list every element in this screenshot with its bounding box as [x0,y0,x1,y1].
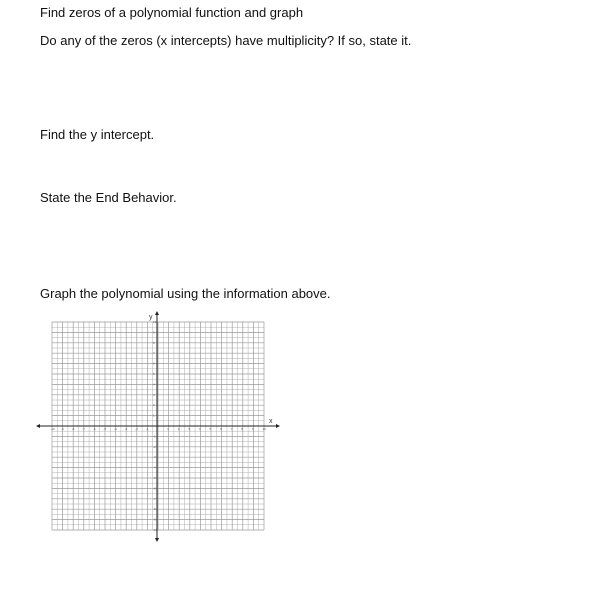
x-tick-label: 1 [167,427,169,431]
y-tick-label: -2 [153,444,156,449]
x-axis-arrow-left [36,424,40,428]
y-tick-label: 10 [153,320,157,324]
y-tick-label: 7 [153,351,155,356]
y-tick-label: -1 [153,434,156,439]
x-tick-label: 3 [188,427,190,431]
y-tick-label: -3 [153,455,156,460]
x-tick-label: 7 [230,427,233,431]
coordinate-grid-svg [34,310,288,544]
y-tick-label: 3 [153,392,155,397]
x-tick-label: -7 [82,427,85,431]
x-tick-label: 2 [177,427,180,431]
y-tick-label: -8 [153,507,156,512]
y-tick-label: -10 [153,528,158,532]
x-tick-label: -3 [124,427,128,431]
question-graph: Graph the polynomial using the information above. [40,286,331,301]
y-axis-label: y [149,314,153,321]
x-tick-label: 5 [209,427,212,431]
y-tick-label: -9 [153,517,156,522]
x-tick-label: -4 [114,427,117,431]
y-tick-label: -6 [153,486,156,491]
x-tick-label: -5 [103,427,107,431]
x-tick-label: 8 [241,427,243,431]
y-tick-label: 8 [153,340,155,345]
y-tick-label: -5 [153,476,156,480]
question-y-intercept: Find the y intercept. [40,127,155,142]
x-tick-label: -9 [61,427,64,431]
y-tick-label: 1 [153,413,155,418]
x-tick-label: -10 [50,427,55,431]
coordinate-grid [34,310,288,544]
y-tick-label: 9 [153,330,155,335]
y-tick-label: -4 [153,465,156,470]
y-axis-arrow-down [155,538,159,542]
question-multiplicity: Do any of the zeros (x intercepts) have multiplicity? If so, state it. [40,33,412,48]
x-tick-label: 10 [262,427,266,431]
question-end-behavior: State the End Behavior. [40,190,177,205]
y-tick-label: 6 [153,361,155,366]
y-tick-label: 2 [153,403,155,408]
y-tick-label: 5 [153,372,155,376]
x-tick-label: -6 [92,427,96,431]
x-tick-label: 6 [220,427,222,431]
x-axis-label: x [269,418,273,425]
x-tick-label: 4 [198,427,201,431]
x-tick-label: 9 [251,427,254,431]
worksheet-title: Find zeros of a polynomial function and graph [40,5,304,20]
y-tick-label: -7 [153,496,156,501]
y-tick-label: 4 [153,382,155,387]
x-tick-label: -2 [135,427,138,431]
y-axis-arrow-up [155,311,159,315]
x-axis-arrow-right [276,424,280,428]
x-tick-label: -8 [71,427,75,431]
x-tick-label: -1 [145,427,149,431]
